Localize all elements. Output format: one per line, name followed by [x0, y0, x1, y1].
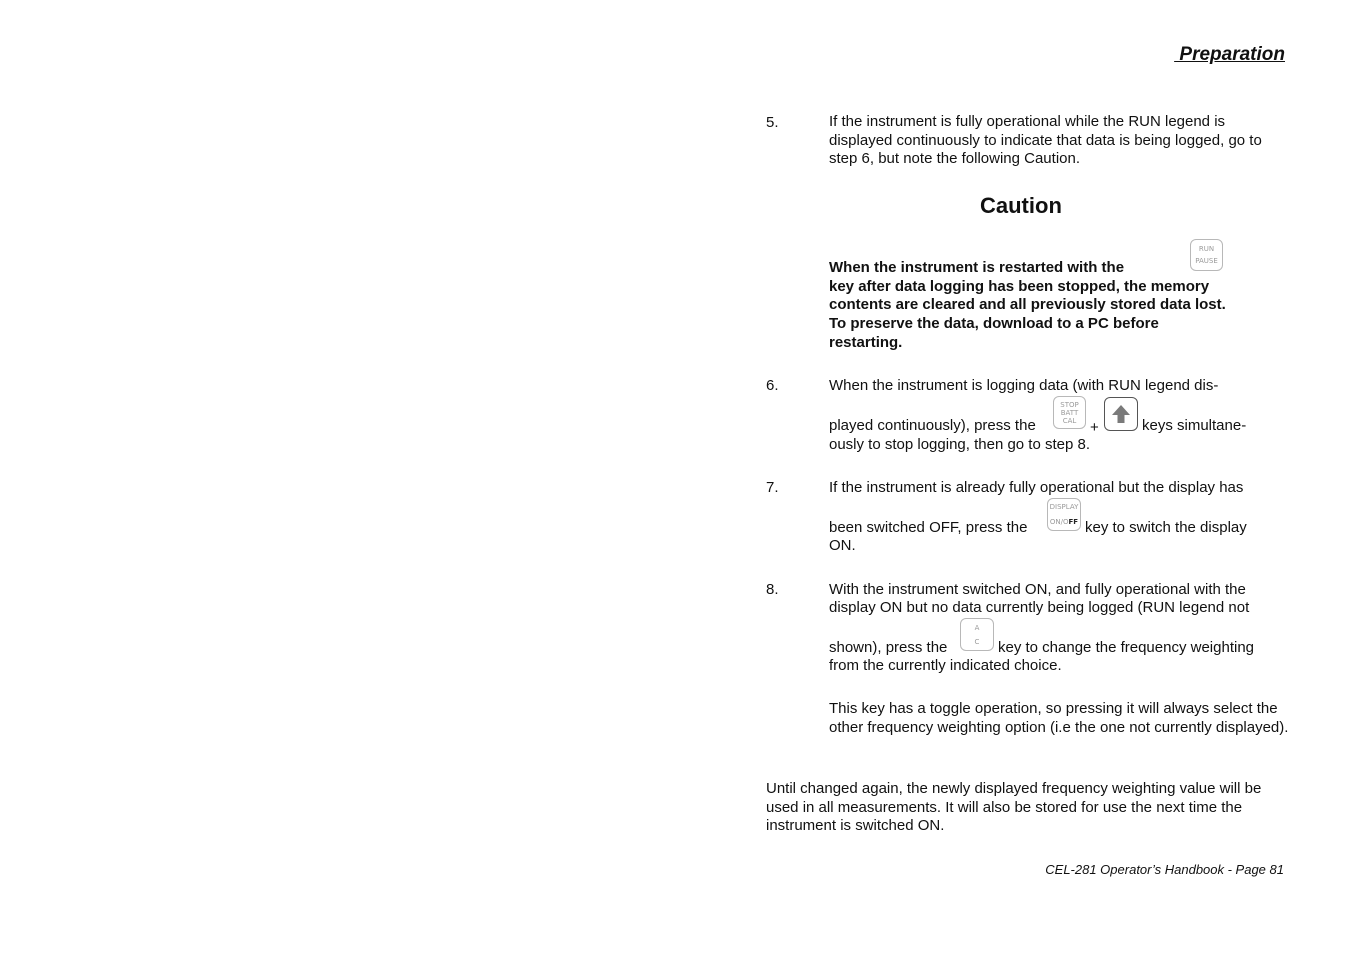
key-label: STOP — [1060, 400, 1079, 409]
step-line: With the instrument switched ON, and fully operational with the — [829, 581, 1246, 598]
caution-title: Caution — [980, 193, 1062, 218]
key-label: CAL — [1062, 416, 1077, 425]
key-label: C — [974, 637, 980, 646]
key-label: RUN — [1198, 245, 1215, 253]
key-label-part: FF — [1068, 518, 1079, 526]
step-line: played continuously), press the — [829, 417, 1036, 434]
caution-body: key after data logging has been stopped, the memory contents are cleared and all previously stored data lost. To preserve the data, download to a PC before restarting. — [829, 277, 1226, 351]
key-label: BATT — [1060, 408, 1079, 417]
step-line: display ON but no data currently being logged (RUN legend not — [829, 599, 1250, 616]
up-arrow-icon — [1109, 402, 1133, 426]
step-note: This key has a toggle operation, so pressing it will always select the other frequency weighting option (i.e the one not currently displayed). — [829, 700, 1289, 736]
a-c-weighting-key-icon — [960, 618, 994, 651]
key-label: A — [974, 623, 980, 632]
step-number: 8. — [766, 581, 779, 598]
display-on-off-key-icon — [1047, 498, 1081, 531]
step-number: 6. — [766, 377, 779, 394]
step-number: 5. — [766, 114, 779, 131]
caution-text — [829, 259, 1229, 353]
step-text: If the instrument is fully operational while the RUN legend is displayed continuously to indicate that data is being logged, go to step 6, but note the following Caution. — [829, 113, 1262, 168]
caution-line: When the instrument is restarted with the — [829, 259, 1125, 276]
step-line: key to switch the display — [1085, 519, 1247, 536]
step-line: shown), press the — [829, 639, 948, 656]
page-heading: Preparation — [1174, 44, 1285, 65]
closing-paragraph: Until changed again, the newly displayed frequency weighting value will be used in all measurements. It will also be stored for use the next time the instrument is switched ON. — [766, 780, 1262, 835]
up-arrow-key-icon — [1104, 397, 1138, 431]
key-label — [1050, 518, 1078, 526]
key-label: PAUSE — [1195, 257, 1218, 265]
stop-batt-cal-key-icon — [1053, 396, 1086, 429]
step-line: If the instrument is already fully operational but the display has — [829, 479, 1244, 496]
step-line: ON. — [829, 537, 856, 554]
key-label: DISPLAY — [1049, 503, 1079, 511]
step-line: from the currently indicated choice. — [829, 657, 1062, 674]
step-number: 7. — [766, 479, 779, 496]
page-footer: CEL-281 Operator’s Handbook - Page 81 — [1045, 862, 1284, 877]
step-line: key to change the frequency weighting — [998, 639, 1255, 656]
step-line: keys simultane- — [1142, 417, 1247, 434]
step-line: been switched OFF, press the — [829, 519, 1028, 536]
step-line: When the instrument is logging data (with RUN legend dis- — [829, 377, 1219, 394]
step-line: ously to stop logging, then go to step 8. — [829, 436, 1091, 453]
plus-sign: + — [1090, 419, 1099, 436]
key-label-part: ON/O — [1049, 518, 1069, 526]
